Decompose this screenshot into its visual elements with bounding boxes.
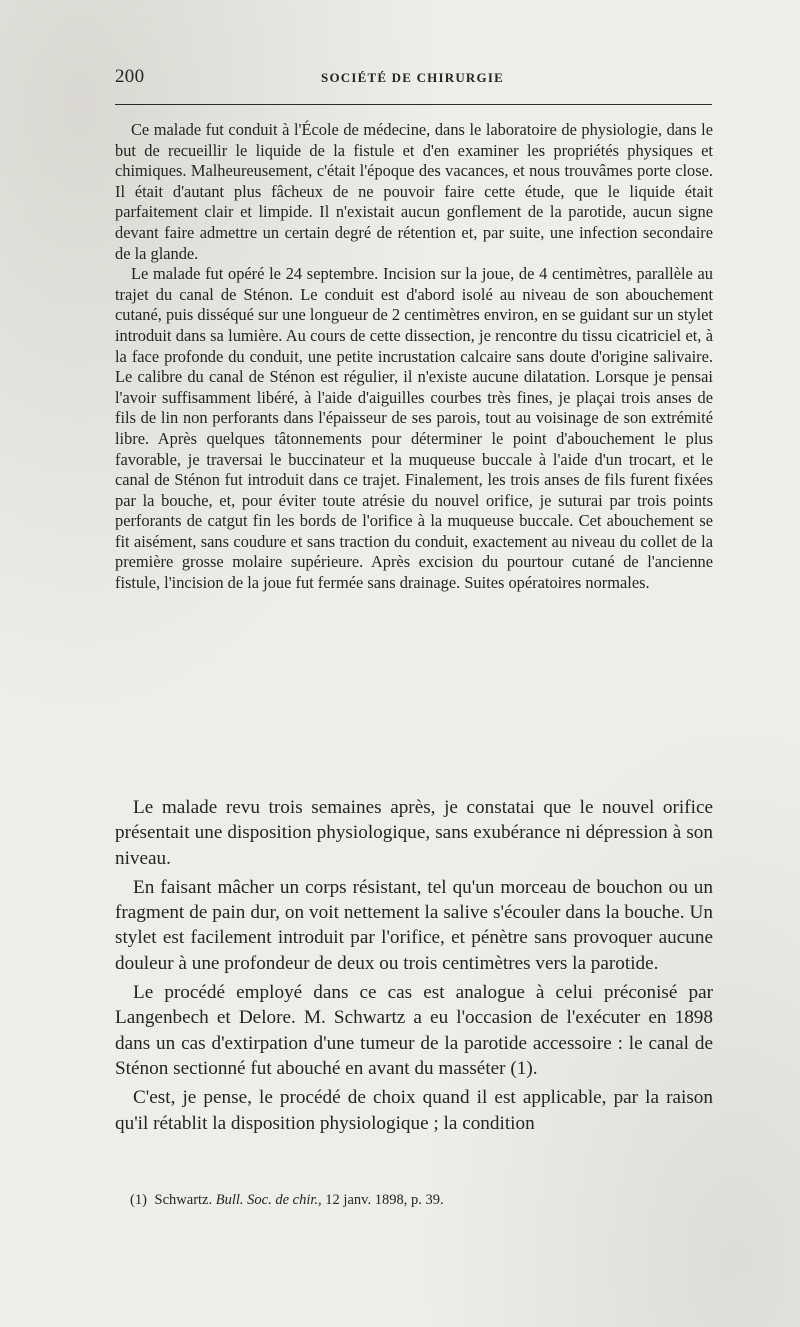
footnote-marker: (1)	[130, 1192, 147, 1208]
footnote-author: Schwartz.	[154, 1192, 213, 1208]
paragraph: C'est, je pense, le procédé de choix quand il est applicable, par la raison qu'il rétablit la disposition physiologique ; la condition	[115, 1087, 713, 1134]
header-rule	[115, 104, 712, 105]
paragraph: En faisant mâcher un corps résistant, tel qu'un morceau de bouchon ou un fragment de pain dur, on voit nettement la salive s'écouler dans la bouche. Un stylet est facilement introduit par l'orifice, et pénètre sans provoquer aucune douleur à une profondeur de deux ou trois centimètres vers la parotide.	[115, 876, 713, 974]
page-number: 200	[115, 66, 145, 87]
running-title: SOCIÉTÉ DE CHIRURGIE	[321, 70, 504, 85]
paragraph: Le malade revu trois semaines après, je constatai que le nouvel orifice présentait une disposition physiologique, sans exubérance ni dépression à son niveau.	[115, 797, 713, 869]
paragraph: Le malade fut opéré le 24 septembre. Incision sur la joue, de 4 centimètres, parallèle au trajet du canal de Sténon. Le conduit est d'abord isolé au niveau de son abouchement cutané, puis disséqué sur une longueur de 2 centimètres environ, en se guidant sur un stylet introduit dans sa lumière. Au cours de cette dissection, je rencontre du tissu cicatriciel et, à la face profonde du conduit, une petite incrustation calcaire sans doute d'origine salivaire. Le calibre du canal de Sténon est régulier, il n'existe aucune dilatation. Lorsque je pensai l'avoir suffisamment libéré, à l'aide d'aiguilles courbes très fines, je plaçai trois anses de fils de lin non perforants dans l'épaisseur de ses parois, tout au voisinage de son extrémité libre. Après quelques tâtonnements pour déterminer le point d'abouchement le plus favorable, je traversai le buccinateur et la muqueuse buccale à l'aide d'un trocart, et le canal de Sténon fut introduit dans ce trajet. Finalement, les trois anses de fils furent fixées par la bouche, et, pour éviter toute atrésie du nouvel orifice, je suturai par trois points perforants de catgut fin les bords de l'orifice à la muqueuse buccale. Cet abouchement se fit aisément, sans coudure et sans traction du conduit, exactement au niveau du collet de la première grosse molaire supérieure. Après excision du pourtour cutané de l'ancienne fistule, l'incision de la joue fut fermée sans drainage. Suites opératoires normales.	[115, 264, 713, 593]
paragraph: Le procédé employé dans ce cas est analogue à celui préconisé par Langenbech et Delore. M. Schwartz a eu l'occasion de l'exécuter en 1898 dans un cas d'extirpation d'une tumeur de la parotide accessoire : le canal de Sténon sectionné fut abouché en avant du masséter (1).	[115, 982, 713, 1079]
footnote-source: Bull. Soc. de chir.,	[215, 1192, 322, 1208]
page-header	[115, 62, 710, 92]
footnote	[130, 1191, 710, 1209]
paragraph: Ce malade fut conduit à l'École de médecine, dans le laboratoire de physiologie, dans le but de recueillir le liquide de la fistule et d'en examiner les propriétés physiques et chimiques. Malheureusement, c'était l'époque des vacances, et nous trouvâmes porte close. Il était d'autant plus fâcheux de ne pouvoir faire cette étude, que le liquide était parfaitement clair et limpide. Il n'existait aucun gonflement de la parotide, aucun signe devant faire admettre un certain degré de rétention et, par suite, une infection secondaire de la glande.	[115, 120, 713, 263]
case-report-text	[115, 120, 713, 594]
footnote-details: 12 janv. 1898, p. 39.	[325, 1192, 444, 1208]
discussion-text	[115, 795, 713, 1136]
